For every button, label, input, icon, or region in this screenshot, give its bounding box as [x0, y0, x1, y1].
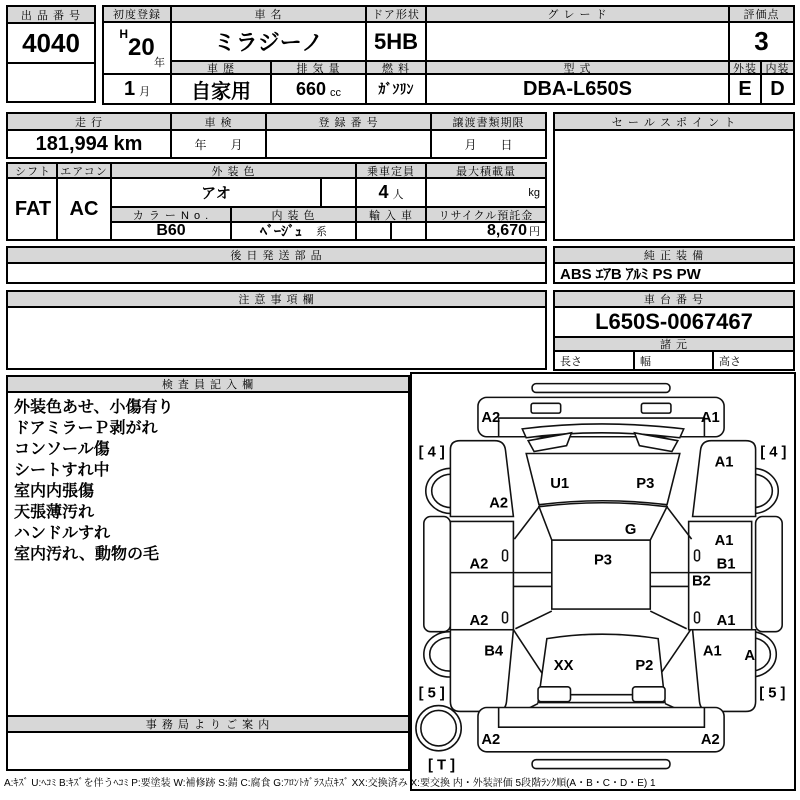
exterior-color-empty-cell [320, 177, 357, 208]
door-shape-value: 5HB [365, 21, 427, 62]
transfer-deadline-header: 譲渡書類期限 [430, 112, 547, 131]
sales-point-body [553, 129, 795, 241]
aircon-value: AC [56, 177, 112, 241]
damage-code-label: [ 4 ] [760, 444, 787, 461]
recycle-deposit-unit: 円 [529, 226, 540, 238]
right-rear-door-handle [695, 612, 700, 623]
damage-code-label: A1 [714, 533, 734, 550]
specs-header: 諸 元 [553, 336, 795, 352]
interior-grade-header: 内装 [760, 60, 795, 75]
rear-molding-strip [532, 760, 670, 769]
import-car-header: 輸 入 車 [355, 206, 427, 223]
damage-code-label: A1 [714, 454, 734, 471]
inspector-note-line: 室内汚れ、動物の毛 [14, 546, 159, 563]
rear-left-fender [450, 630, 513, 712]
damage-code-label: A1 [702, 643, 722, 660]
damage-code-label: A2 [469, 556, 489, 573]
mileage-header: 走 行 [6, 112, 172, 131]
spare-tire [416, 706, 461, 751]
damage-code-label: P2 [635, 658, 654, 675]
displacement-value: 660 cc [270, 73, 367, 105]
office-notice-header: 事 務 局 よ り ご 案 内 [6, 715, 410, 733]
damage-code-label: B4 [484, 643, 504, 660]
mileage-value: 181,994 km [6, 129, 172, 159]
inspector-note-line: ハンドルすれ [14, 525, 111, 542]
car-name-header: 車 名 [170, 5, 367, 23]
damage-code-label: U1 [550, 475, 570, 492]
left-rear-door-handle [503, 612, 508, 623]
damage-code-label: B1 [716, 556, 736, 573]
exterior-color-value: アオ [110, 177, 322, 208]
inspector-notes-header: 検 査 員 記 入 欄 [6, 375, 410, 393]
first-registration-year [102, 21, 172, 75]
import-car-cell-1 [355, 221, 392, 241]
auction-number-empty-cell [6, 62, 96, 103]
spec-length-cell: 長さ [553, 350, 635, 371]
shaken-header: 車 検 [170, 112, 267, 131]
sales-point-header: セ ー ル ス ポ イ ン ト [553, 112, 795, 131]
car-top-view-diagram [412, 374, 794, 789]
door-shape-header: ドア形状 [365, 5, 427, 23]
damage-code-label: P3 [636, 475, 655, 492]
score-value: 3 [728, 21, 795, 62]
interior-color-value: ﾍﾞｰｼﾞｭ 系 [230, 221, 357, 241]
capacity-value: 4 人 [355, 177, 427, 208]
shaken-value: 年 月 [170, 129, 267, 159]
spec-width-cell: 幅 [633, 350, 714, 371]
color-number-header: カ ラ ー N o . [110, 206, 232, 223]
reg-month: 1 [123, 77, 136, 100]
interior-color-suffix: 系 [316, 226, 327, 238]
damage-code-label: A2 [481, 731, 501, 748]
later-shipped-parts-header: 後 日 発 送 部 品 [6, 246, 547, 264]
score-header: 評価点 [728, 5, 795, 23]
factory-equipment-header: 純 正 装 備 [553, 246, 795, 264]
inspector-note-line: コンソール傷 [14, 441, 110, 458]
registration-number-header: 登 録 番 号 [265, 112, 432, 131]
car-name-value: ミラジーノ [170, 21, 367, 62]
front-molding-strip [532, 384, 670, 393]
rear-bumper [478, 708, 724, 752]
damage-legend: A:ｷｽﾞ U:ﾍｺﾐ B:ｷｽﾞを伴うﾍｺﾐ P:要塗装 W:補修跡 S:錆 C:腐食 G:ﾌﾛﾝﾄｶﾞﾗｽ点ｷｽﾞ XX:交換済み X:要交換 内・外装評価 5段階ﾗﾝｸ順(A・B・C・D・E) 1 [4, 778, 656, 789]
grade-header: グ レ ー ド [425, 5, 730, 23]
damage-code-label: G [624, 522, 637, 539]
caution-header: 注 意 事 項 欄 [6, 290, 547, 308]
aircon-header: エアコン [56, 162, 112, 179]
hood [526, 454, 680, 505]
reg-month-unit: 月 [139, 86, 151, 98]
inspector-note-line: 室内内張傷 [14, 483, 95, 500]
spec-height-cell: 高さ [712, 350, 795, 371]
chassis-number-value: L650S-0067467 [553, 306, 795, 338]
interior-color-header: 内 装 色 [230, 206, 357, 223]
right-front-door-handle [695, 550, 700, 561]
exterior-grade-header: 外装 [728, 60, 762, 75]
windshield-base [539, 503, 667, 540]
office-notice-body [6, 731, 410, 771]
taillight-left [538, 687, 570, 702]
auction-number-value: 4040 [6, 22, 96, 64]
grade-value [425, 21, 730, 62]
recycle-deposit-value: 8,670 円 [425, 221, 547, 241]
damage-code-label: XX [553, 658, 574, 675]
inspector-note-line: シートすれ中 [14, 462, 110, 479]
capacity-unit: 人 [392, 189, 404, 201]
inspector-notes-body [6, 391, 410, 717]
inspector-notes-list [14, 397, 174, 565]
damage-code-label: A1 [700, 410, 720, 427]
max-load-value: kg [425, 177, 547, 208]
era-letter: H [119, 27, 128, 41]
chassis-number-header: 車 台 番 号 [553, 290, 795, 308]
damage-code-label: A1 [716, 612, 736, 629]
shift-header: シフト [6, 162, 60, 179]
right-sill [756, 517, 783, 632]
shift-value: FAT [6, 177, 60, 241]
damage-code-label: A2 [700, 731, 720, 748]
transfer-deadline-value: 月 日 [430, 129, 547, 159]
color-number-value: B60 [110, 221, 232, 241]
factory-equipment-value: ABS ｴｱB ｱﾙﾐ PS PW [553, 262, 795, 284]
import-car-cell-2 [390, 221, 427, 241]
damage-diagram-panel [410, 372, 796, 791]
registration-number-value [265, 129, 432, 159]
fuel-header: 燃 料 [365, 60, 427, 75]
model-code-header: 型 式 [425, 60, 730, 75]
damage-code-label: P3 [593, 552, 613, 569]
fuel-value: ｶﾞｿﾘﾝ [365, 73, 427, 105]
damage-code-label: A2 [489, 495, 509, 512]
model-code-value: DBA-L650S [425, 73, 730, 105]
car-history-header: 車 歴 [170, 60, 272, 75]
caution-body [6, 306, 547, 370]
first-registration-header: 初度登録 [102, 5, 172, 23]
displacement-header: 排 気 量 [270, 60, 367, 75]
max-load-header: 最大積載量 [425, 162, 547, 179]
left-front-door-handle [503, 550, 508, 561]
damage-code-label: B2 [692, 573, 711, 590]
inspector-note-line: ドアミラーＰ剥がれ [14, 420, 158, 437]
car-history-value: 自家用 [170, 73, 272, 105]
inspector-note-line: 天張薄汚れ [14, 504, 95, 521]
damage-code-label: [ T ] [428, 757, 456, 774]
reg-year-unit: 年 [154, 57, 165, 69]
inspector-note-line: 外装色あせ、小傷有り [14, 399, 174, 416]
exterior-color-header: 外 装 色 [110, 162, 357, 179]
front-right-fender [693, 441, 756, 517]
damage-code-label: [ 5 ] [418, 685, 445, 702]
roof [552, 540, 650, 609]
capacity-header: 乗車定員 [355, 162, 427, 179]
damage-code-label: [ 5 ] [759, 685, 786, 702]
damage-code-label: A2 [481, 410, 501, 427]
left-sill [424, 517, 451, 632]
first-registration-month [102, 73, 172, 105]
damage-code-label: A [744, 648, 756, 665]
later-shipped-parts-body [6, 262, 547, 284]
reg-year: 20 [127, 34, 155, 61]
front-bumper-slot-left [531, 403, 561, 413]
interior-grade-value: D [760, 73, 795, 105]
recycle-deposit-header: リサイクル預託金 [425, 206, 547, 223]
damage-code-label: A2 [469, 612, 489, 629]
auction-number-header: 出 品 番 号 [6, 5, 96, 24]
taillight-right [633, 687, 665, 702]
exterior-grade-value: E [728, 73, 762, 105]
rear-right-fender [693, 630, 756, 712]
front-bumper-slot-right [641, 403, 671, 413]
displacement-unit: cc [330, 87, 342, 99]
damage-code-label: [ 4 ] [418, 444, 445, 461]
